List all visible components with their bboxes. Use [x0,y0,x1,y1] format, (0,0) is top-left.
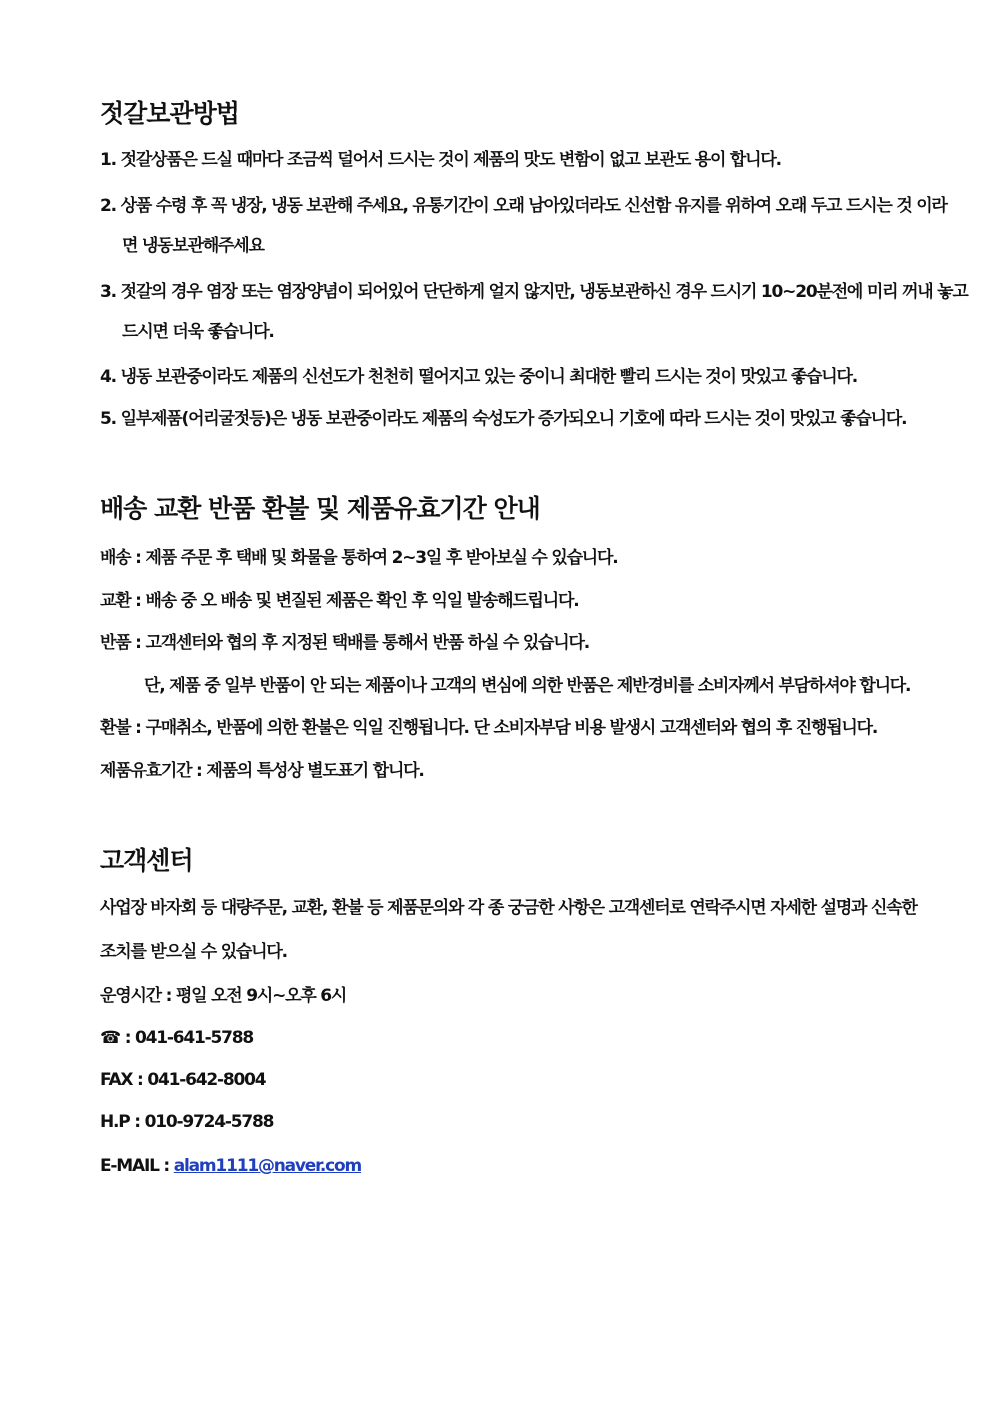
shipping-return: 반품 : 고객센터와 협의 후 지정된 택배를 통해서 반품 하실 수 있습니다. [100,633,589,653]
customer-center-title: 고객센터 [100,846,193,875]
storage-item-1: 1. 젓갈상품은 드실 때마다 조금씩 덜어서 드시는 것이 제품의 맛도 변함이 없고 보관도 용이 합니다. [100,150,781,170]
email-link[interactable]: alam1111@naver.com [173,1156,362,1176]
storage-item-4: 4. 냉동 보관중이라도 제품의 신선도가 천천히 떨어지고 있는 중이니 최대한 빨리 드시는 것이 맛있고 좋습니다. [100,367,857,387]
customer-center-phone: : 041-641-5788 [119,1028,254,1048]
phone-icon: ☎ [100,1028,120,1048]
customer-center-fax: FAX : 041-642-8004 [100,1070,266,1090]
shipping-expiry: 제품유효기간 : 제품의 특성상 별도표기 합니다. [100,761,424,781]
storage-item-2-cont: 면 냉동보관해주세요 [122,236,264,256]
storage-title: 젓갈보관방법 [100,99,239,128]
customer-center-email-line [100,1153,361,1179]
customer-center-phone-line [100,1025,253,1051]
email-label: E-MAIL : [100,1156,174,1176]
storage-item-3-cont: 드시면 더욱 좋습니다. [122,322,274,342]
storage-item-2: 2. 상품 수령 후 꼭 냉장, 냉동 보관해 주세요, 유통기간이 오래 남아있더라도 신선함 유지를 위하여 오래 두고 드시는 것 이라 [100,196,947,216]
customer-center-hours: 운영시간 : 평일 오전 9시~오후 6시 [100,986,347,1006]
shipping-exchange: 교환 : 배송 중 오 배송 및 변질된 제품은 확인 후 익일 발송해드립니다. [100,591,579,611]
shipping-delivery: 배송 : 제품 주문 후 택배 및 화물을 통하여 2~3일 후 받아보실 수 있습니다. [100,548,618,568]
storage-item-5: 5. 일부제품(어리굴젓등)은 냉동 보관중이라도 제품의 숙성도가 증가되오니 기호에 따라 드시는 것이 맛있고 좋습니다. [100,409,907,429]
storage-item-3: 3. 젓갈의 경우 염장 또는 염장양념이 되어있어 단단하게 얼지 않지만, 냉동보관하신 경우 드시기 10~20분전에 미리 꺼내 놓고 [100,282,968,302]
shipping-return-note: 단, 제품 중 일부 반품이 안 되는 제품이나 고객의 변심에 의한 반품은 제반경비를 소비자께서 부담하셔야 합니다. [144,676,911,696]
customer-center-desc-1: 사업장 바자회 등 대량주문, 교환, 환불 등 제품문의와 각 종 궁금한 사항은 고객센터로 연락주시면 자세한 설명과 신속한 [100,898,917,918]
shipping-refund: 환불 : 구매취소, 반품에 의한 환불은 익일 진행됩니다. 단 소비자부담 비용 발생시 고객센터와 협의 후 진행됩니다. [100,718,878,738]
customer-center-hp: H.P : 010-9724-5788 [100,1112,274,1132]
customer-center-desc-2: 조치를 받으실 수 있습니다. [100,942,287,962]
shipping-title: 배송 교환 반품 환불 및 제품유효기간 안내 [100,494,540,523]
